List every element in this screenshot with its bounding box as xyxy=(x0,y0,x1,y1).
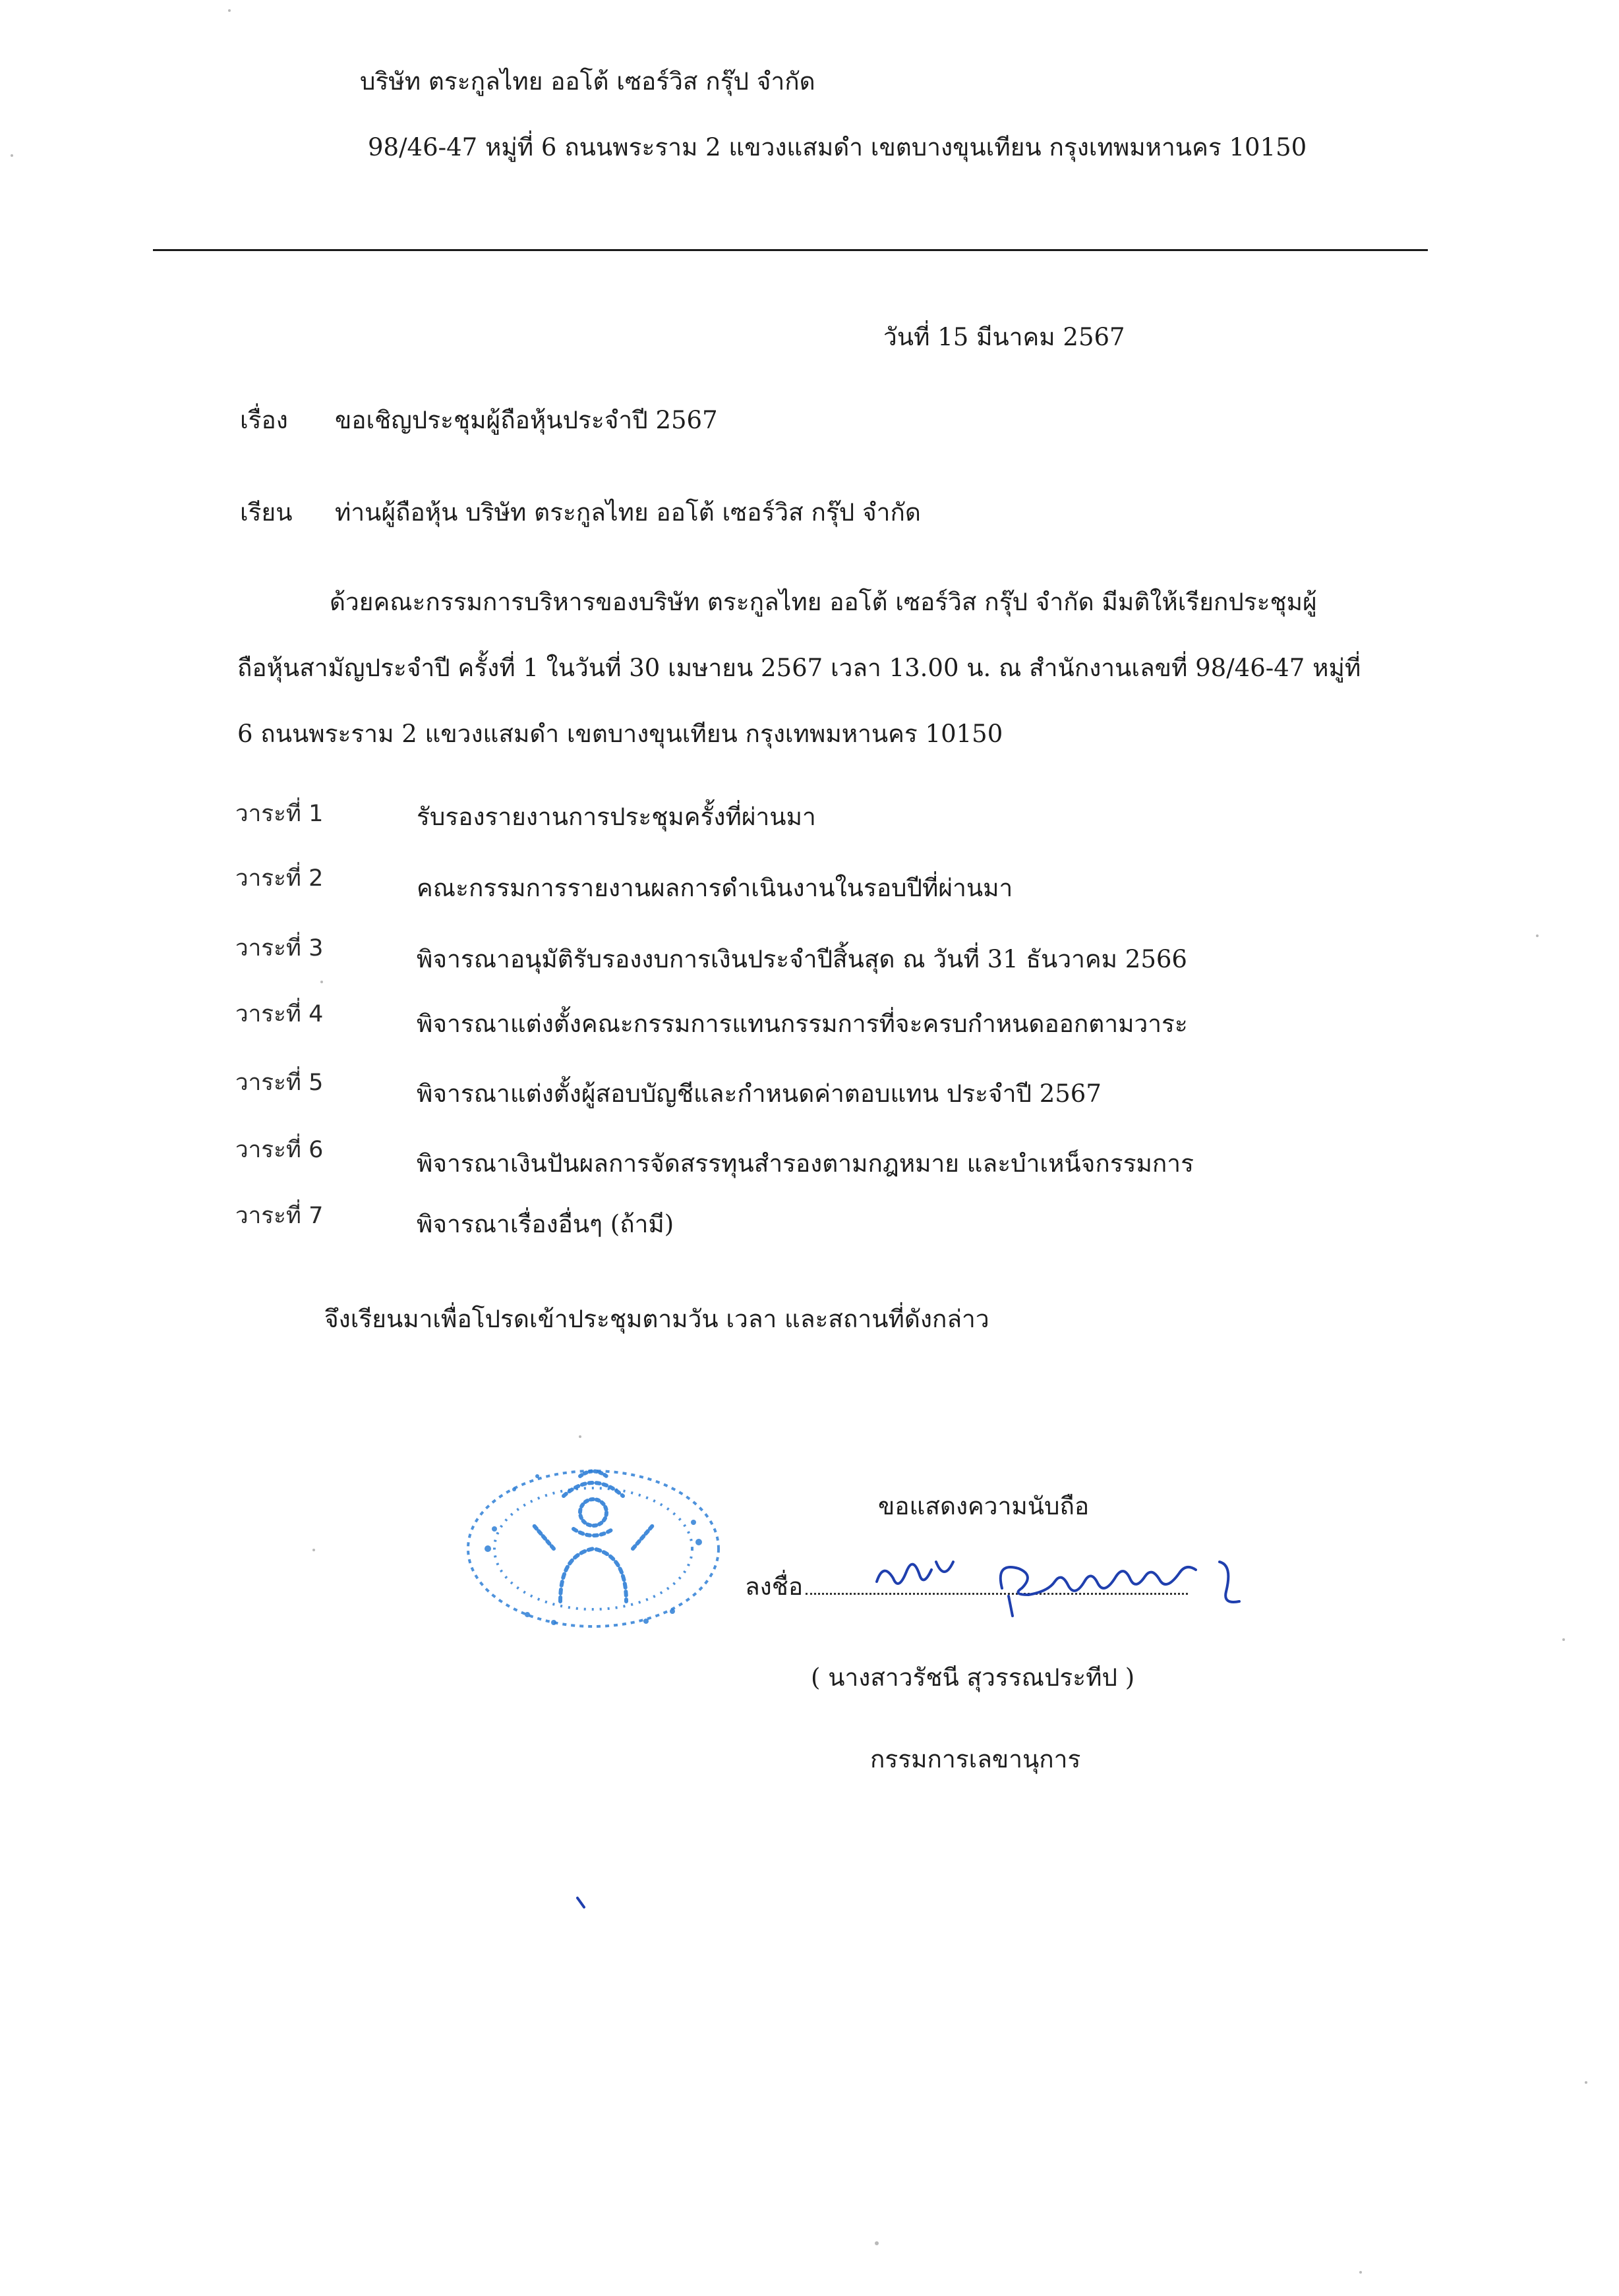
agenda-number: วาระที่ 5 xyxy=(235,1070,324,1096)
body-line-3: 6 ถนนพระราม 2 แขวงแสมดำ เขตบางขุนเทียน กรุงเทพมหานคร 10150 xyxy=(237,720,1003,748)
regards-text: ขอแสดงความนับถือ xyxy=(878,1492,1090,1520)
agenda-number: วาระที่ 1 xyxy=(235,801,324,827)
company-address: 98/46-47 หมู่ที่ 6 ถนนพระราม 2 แขวงแสมดำ เขตบางขุนเทียน กรุงเทพมหานคร 10150 xyxy=(368,133,1307,161)
recipient-text: ท่านผู้ถือหุ้น บริษัท ตระกูลไทย ออโต้ เซอร์วิส กรุ๊ป จำกัด xyxy=(335,498,921,527)
letter-date: วันที่ 15 มีนาคม 2567 xyxy=(883,323,1125,351)
agenda-number: วาระที่ 7 xyxy=(235,1203,324,1229)
sign-label: ลงชื่อ xyxy=(745,1572,804,1601)
agenda-number: วาระที่ 3 xyxy=(235,935,324,961)
agenda-item-text: รับรองรายงานการประชุมครั้งที่ผ่านมา xyxy=(417,803,816,831)
subject-text: ขอเชิญประชุมผู้ถือหุ้นประจำปี 2567 xyxy=(335,406,718,434)
company-name: บริษัท ตระกูลไทย ออโต้ เซอร์วิส กรุ๊ป จำกัด xyxy=(360,67,815,96)
body-line-1: ด้วยคณะกรรมการบริหารของบริษัท ตระกูลไทย ออโต้ เซอร์วิส กรุ๊ป จำกัด มีมติให้เรียกประชุมผู้ xyxy=(330,588,1317,616)
agenda-item-text: พิจารณาเรื่องอื่นๆ (ถ้ามี) xyxy=(417,1210,674,1238)
signer-name: ( นางสาวรัชนี สุวรรณประทีป ) xyxy=(811,1663,1135,1692)
body-line-2: ถือหุ้นสามัญประจำปี ครั้งที่ 1 ในวันที่ 30 เมษายน 2567 เวลา 13.00 น. ณ สำนักงานเลขที่ 98/46-47 หมู่ที่ xyxy=(237,654,1361,682)
agenda-item-text: พิจารณาแต่งตั้งผู้สอบบัญชีและกำหนดค่าตอบแทน ประจำปี 2567 xyxy=(417,1079,1102,1108)
agenda-number: วาระที่ 4 xyxy=(235,1001,324,1027)
agenda-number: วาระที่ 2 xyxy=(235,865,324,892)
agenda-item-text: คณะกรรมการรายงานผลการดำเนินงานในรอบปีที่ผ่านมา xyxy=(417,874,1013,902)
signer-title: กรรมการเลขานุการ xyxy=(870,1745,1081,1773)
agenda-number: วาระที่ 6 xyxy=(235,1137,324,1163)
agenda-item-text: พิจารณาเงินปันผลการจัดสรรทุนสำรองตามกฎหมาย และบำเหน็จกรรมการ xyxy=(417,1149,1194,1178)
agenda-item-text: พิจารณาอนุมัติรับรองงบการเงินประจำปีสิ้นสุด ณ วันที่ 31 ธันวาคม 2566 xyxy=(417,945,1187,973)
recipient-label: เรียน xyxy=(240,498,293,527)
subject-label: เรื่อง xyxy=(240,406,288,434)
closing-sentence: จึงเรียนมาเพื่อโปรดเข้าประชุมตามวัน เวลา และสถานที่ดังกล่าว xyxy=(324,1305,989,1333)
agenda-item-text: พิจารณาแต่งตั้งคณะกรรมการแทนกรรมการที่จะครบกำหนดออกตามวาระ xyxy=(417,1010,1188,1038)
